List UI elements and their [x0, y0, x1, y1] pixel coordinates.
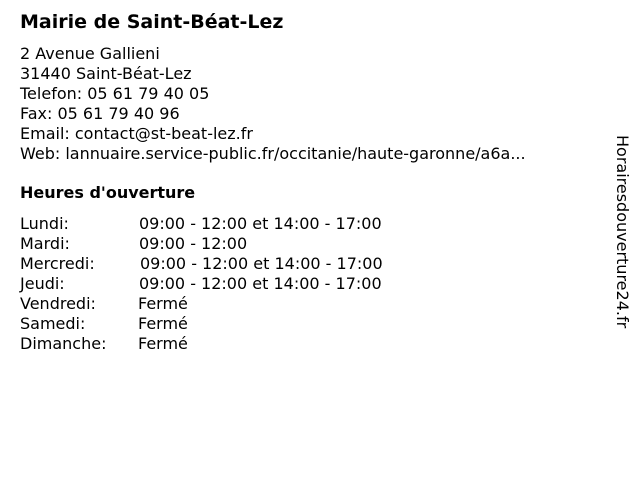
fax-number: Fax: 05 61 79 40 96: [20, 104, 180, 123]
watermark-text: Horairesdouverture24.fr: [613, 135, 632, 329]
hours-row-wednesday: [20, 254, 383, 274]
day-hours: 09:00 - 12:00: [139, 234, 248, 253]
day-hours: Fermé: [138, 334, 188, 353]
city-address: 31440 Saint-Béat-Lez: [20, 64, 192, 83]
site-watermark: [612, 135, 636, 375]
day-hours: 09:00 - 12:00 et 14:00 - 17:00: [139, 274, 382, 293]
hours-row-tuesday: [20, 234, 383, 254]
day-hours: 09:00 - 12:00 et 14:00 - 17:00: [140, 254, 383, 273]
street-address: 2 Avenue Gallieni: [20, 44, 160, 63]
day-label: Samedi:: [20, 314, 86, 333]
hours-row-monday: [20, 214, 383, 234]
address-block: [20, 44, 526, 164]
day-hours: 09:00 - 12:00 et 14:00 - 17:00: [139, 214, 382, 233]
page-title: Mairie de Saint-Béat-Lez: [20, 11, 284, 33]
phone-number: Telefon: 05 61 79 40 05: [20, 84, 210, 103]
day-label: Jeudi:: [20, 274, 65, 293]
website-link: Web: lannuaire.service-public.fr/occitanie/haute-garonne/a6a...: [20, 144, 526, 163]
opening-hours-table: [20, 214, 383, 354]
hours-row-thursday: [20, 274, 383, 294]
day-hours: Fermé: [138, 294, 188, 313]
email-address: Email: contact@st-beat-lez.fr: [20, 124, 253, 143]
day-label: Dimanche:: [20, 334, 107, 353]
hours-row-sunday: [20, 334, 383, 354]
day-label: Vendredi:: [20, 294, 96, 313]
day-label: Mercredi:: [20, 254, 95, 273]
day-label: Mardi:: [20, 234, 70, 253]
opening-hours-heading: Heures d'ouverture: [20, 183, 196, 202]
day-hours: Fermé: [138, 314, 188, 333]
hours-row-friday: [20, 294, 383, 314]
day-label: Lundi:: [20, 214, 69, 233]
hours-row-saturday: [20, 314, 383, 334]
